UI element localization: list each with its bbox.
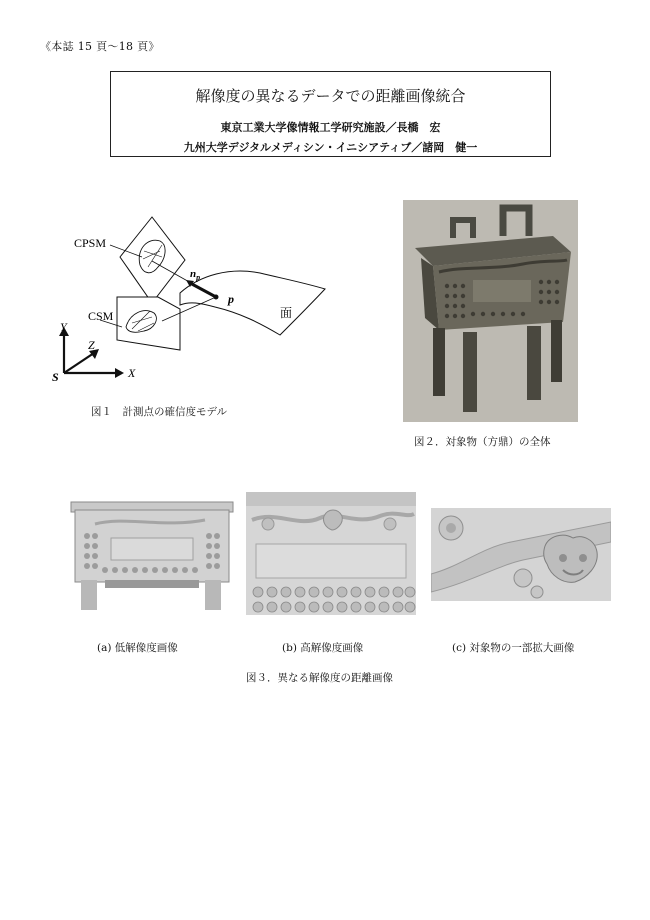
csm-plane xyxy=(117,297,180,350)
figure1-diagram xyxy=(40,205,340,385)
figure3c-caption: (c) 対象物の一部拡大画像 xyxy=(452,642,575,654)
figure1-caption: 図１ 計測点の確信度モデル xyxy=(91,406,227,418)
label-axis-y: Y xyxy=(60,320,67,334)
article-title: 解像度の異なるデータでの距離画像統合 xyxy=(195,87,466,105)
axis-x-arrowhead xyxy=(115,368,124,378)
figure3a-caption: (a) 低解像度画像 xyxy=(97,642,178,654)
figure3c-image xyxy=(431,508,611,601)
figure2-caption: 図２．対象物（方鼎）の全体 xyxy=(414,436,551,448)
figure3b-image xyxy=(246,492,416,615)
label-origin-s: S xyxy=(52,370,59,384)
figure3-caption: 図３．異なる解像度の距離画像 xyxy=(246,672,393,684)
author-line-2: 九州大学デジタルメディシン・イニシアティブ／諸岡 健一 xyxy=(183,141,478,154)
label-normal-vector: $n_p$ xyxy=(190,268,201,282)
label-cpsm: CPSM xyxy=(74,236,107,250)
label-surface: 面 xyxy=(280,306,293,320)
label-point-p: p xyxy=(228,292,234,306)
author-line-1: 東京工業大学像情報工学研究施設／長橋 宏 xyxy=(220,121,441,134)
article-header-box xyxy=(110,71,551,157)
fangding-photo-render xyxy=(403,200,578,422)
high-resolution-range-image xyxy=(246,492,416,615)
label-csm: CSM xyxy=(88,309,114,323)
figure2-photo xyxy=(403,200,578,422)
enlarged-part-range-image xyxy=(431,508,611,601)
low-resolution-range-image xyxy=(65,492,238,615)
label-axis-x: X xyxy=(128,366,136,380)
axis-z-line xyxy=(64,353,94,373)
point-p-marker xyxy=(214,295,219,300)
page-reference: 《本誌 15 頁〜18 頁》 xyxy=(40,40,160,53)
figure3b-caption: (b) 高解像度画像 xyxy=(282,642,364,654)
figure3a-image xyxy=(65,492,238,615)
label-axis-z: Z xyxy=(88,338,95,352)
